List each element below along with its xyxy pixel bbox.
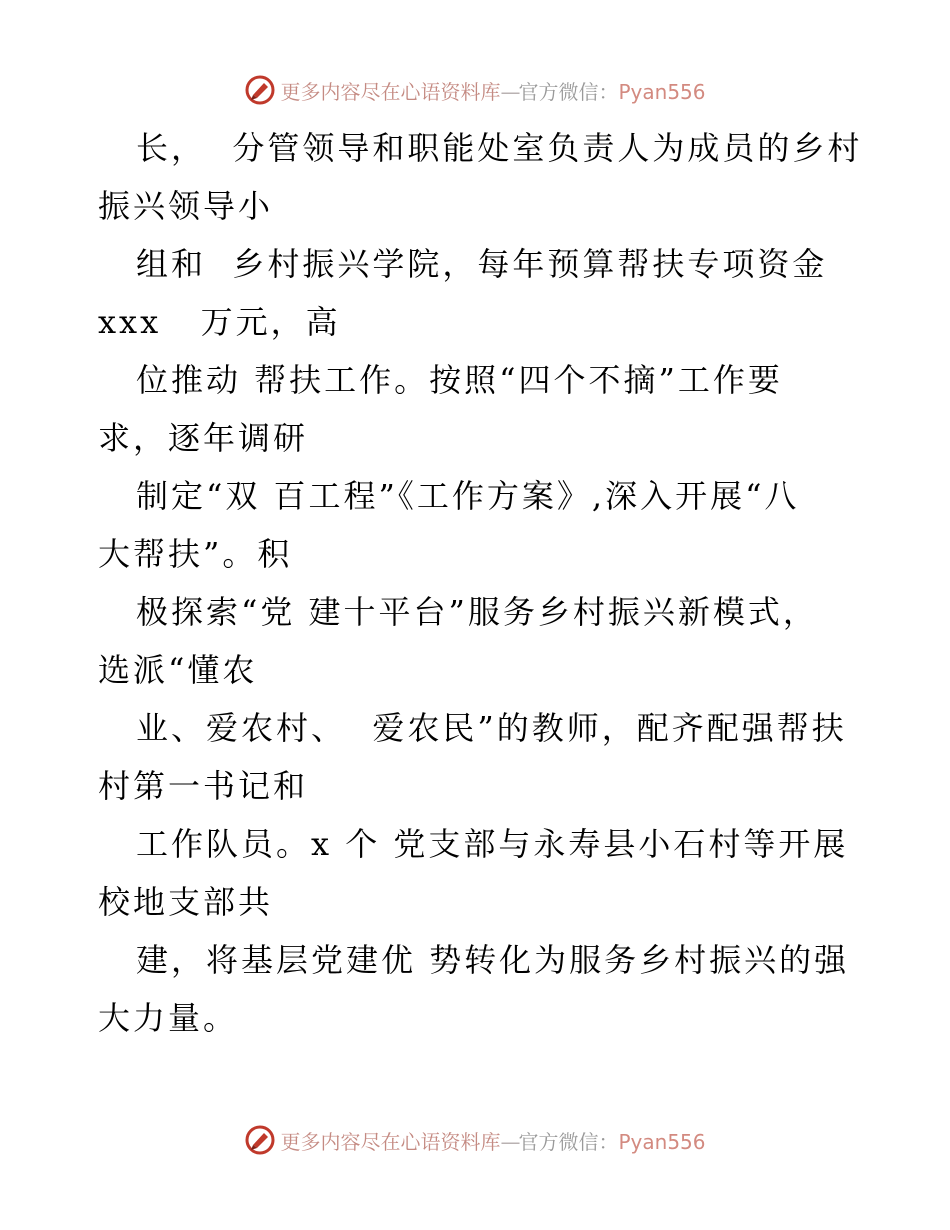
- body-line: 极探索“党 建十平台”服务乡村振兴新模式，: [136, 593, 818, 631]
- body-line: 长， 分管领导和职能处室负责人为成员的乡村: [136, 129, 863, 167]
- body-line: 组和 乡村振兴学院，每年预算帮扶专项资金: [136, 245, 828, 283]
- watermark-text: [280, 1126, 705, 1155]
- watermark-brand: 更多内容尽在心语资料库: [280, 1129, 501, 1154]
- body-line: 求，逐年调研: [98, 419, 309, 457]
- header-watermark: [0, 70, 950, 110]
- body-line: 工作队员。x 个 党支部与永寿县小石村等开展: [136, 825, 849, 863]
- watermark-wechat-id: Pyan556: [618, 1129, 706, 1154]
- footer-watermark: [0, 1120, 950, 1160]
- body-line: 振兴领导小: [98, 187, 274, 225]
- watermark-label: 官方微信：: [518, 1129, 619, 1154]
- body-line: 村第一书记和: [98, 767, 309, 805]
- body-line: 位推动 帮扶工作。按照“四个不摘”工作要: [136, 361, 783, 399]
- body-line: 选派“懂农: [98, 651, 258, 689]
- watermark-dash: —: [500, 1129, 519, 1154]
- logo-icon: [244, 1124, 276, 1156]
- document-body: [98, 119, 863, 1047]
- body-line: xxx 万元，高: [98, 303, 341, 341]
- body-line: 制定“双 百工程”《工作方案》,深入开展“八: [136, 477, 800, 515]
- watermark-label: 官方微信：: [518, 79, 619, 104]
- body-line: 业、爱农村、 爱农民”的教师，配齐配强帮扶: [136, 709, 847, 747]
- watermark-text: [280, 76, 705, 105]
- logo-icon: [244, 74, 276, 106]
- body-line: 校地支部共: [98, 883, 274, 921]
- body-line: 大力量。: [98, 999, 239, 1037]
- watermark-dash: —: [500, 79, 519, 104]
- watermark-brand: 更多内容尽在心语资料库: [280, 79, 501, 104]
- body-line: 建，将基层党建优 势转化为服务乡村振兴的强: [136, 941, 850, 979]
- watermark-wechat-id: Pyan556: [618, 79, 706, 104]
- body-line: 大帮扶”。积: [98, 535, 293, 573]
